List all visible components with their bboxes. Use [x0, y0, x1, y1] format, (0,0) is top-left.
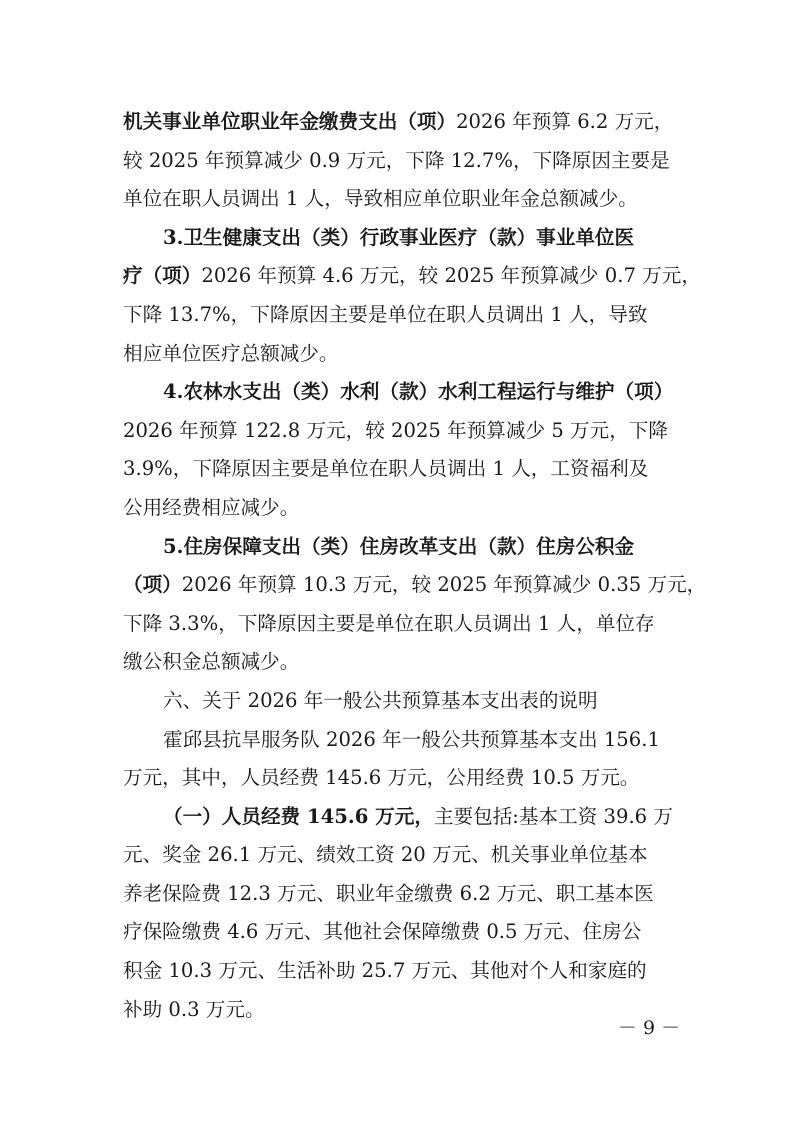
body-text-run: 2026 年预算 6.2 万元，: [456, 110, 674, 133]
body-text-run: 六、关于 2026 年一般公共预算基本支出表的说明: [163, 688, 598, 712]
text-line: [123, 335, 676, 374]
body-text-run: 下降 13.7%，下降原因主要是单位在职人员调出 1 人，导致: [123, 302, 648, 326]
text-line: [123, 566, 707, 605]
text-line: [123, 721, 676, 760]
bold-heading-text: 机关事业单位职业年金缴费支出（项）: [123, 110, 457, 133]
body-text-run: 补助 0.3 万元。: [123, 997, 265, 1021]
text-line: [123, 142, 676, 181]
body-text-run: 养老保险费 12.3 万元、职业年金缴费 6.2 万元、职工基本医: [123, 881, 654, 905]
text-line: [123, 875, 676, 914]
body-text-run: 霍邱县抗旱服务队 2026 年一般公共预算基本支出 156.1: [163, 727, 660, 751]
bold-heading-text: 4.农林水支出（类）水利（款）水利工程运行与维护（项）: [163, 380, 674, 404]
body-text-run: 万元，其中，人员经费 145.6 万元，公用经费 10.5 万元。: [123, 766, 640, 790]
page-number: － 9 －: [618, 1017, 681, 1039]
text-line: [123, 991, 676, 1030]
body-text-run: 3.9%，下降原因主要是单位在职人员调出 1 人，工资福利及: [123, 457, 649, 481]
body-text-run: 主要包括:基本工资 39.6 万: [433, 804, 673, 828]
body-text-run: 2026 年预算 4.6 万元，较 2025 年预算减少 0.7 万元，: [201, 264, 701, 288]
body-text-run: 2026 年预算 122.8 万元，较 2025 年预算减少 5 万元，下降: [123, 418, 668, 442]
bold-heading-text: 疗（项）: [123, 264, 202, 288]
text-line: [123, 605, 676, 644]
body-text-run: 较 2025 年预算减少 0.9 万元，下降 12.7%，下降原因主要是: [123, 148, 670, 172]
body-text-run: 相应单位医疗总额减少。: [123, 341, 339, 365]
bold-heading-text: （一）人员经费 145.6 万元，: [163, 804, 434, 828]
text-line: [123, 450, 676, 489]
body-text-run: 元、奖金 26.1 万元、绩效工资 20 万元、机关事业单位基本: [123, 843, 648, 867]
text-line: [123, 412, 676, 451]
text-line: [123, 528, 676, 567]
text-line: [123, 373, 676, 412]
text-line: [123, 798, 676, 837]
text-line: [123, 643, 676, 682]
bold-heading-text: 3.卫生健康支出（类）行政事业医疗（款）事业单位医: [163, 225, 635, 249]
body-text-run: 积金 10.3 万元、生活补助 25.7 万元、其他对个人和家庭的: [123, 959, 647, 983]
text-line: [123, 103, 676, 142]
body-text-run: 疗保险缴费 4.6 万元、其他社会保障缴费 0.5 万元、住房公: [123, 920, 642, 944]
bold-heading-text: （项）: [123, 573, 182, 597]
text-line: [123, 836, 676, 875]
text-line: [123, 952, 676, 991]
text-line: [123, 489, 676, 528]
body-text-run: 下降 3.3%，下降原因主要是单位在职人员调出 1 人，单位存: [123, 611, 655, 635]
body-text-run: 缴公积金总额减少。: [123, 650, 300, 674]
body-text-run: 公用经费相应减少。: [123, 495, 300, 519]
text-line: [123, 180, 676, 219]
bold-heading-text: 5.住房保障支出（类）住房改革支出（款）住房公积金: [163, 534, 635, 558]
body-text-run: 2026 年预算 10.3 万元，较 2025 年预算减少 0.35 万元，: [181, 573, 707, 597]
text-line: [123, 913, 676, 952]
text-line: [123, 759, 676, 798]
text-line: [123, 257, 701, 296]
body-text-run: 单位在职人员调出 1 人，导致相应单位职业年金总额减少。: [123, 187, 638, 211]
text-line: [123, 219, 676, 258]
text-line: [123, 682, 676, 721]
text-line: [123, 296, 676, 335]
body-text: [123, 103, 707, 1029]
